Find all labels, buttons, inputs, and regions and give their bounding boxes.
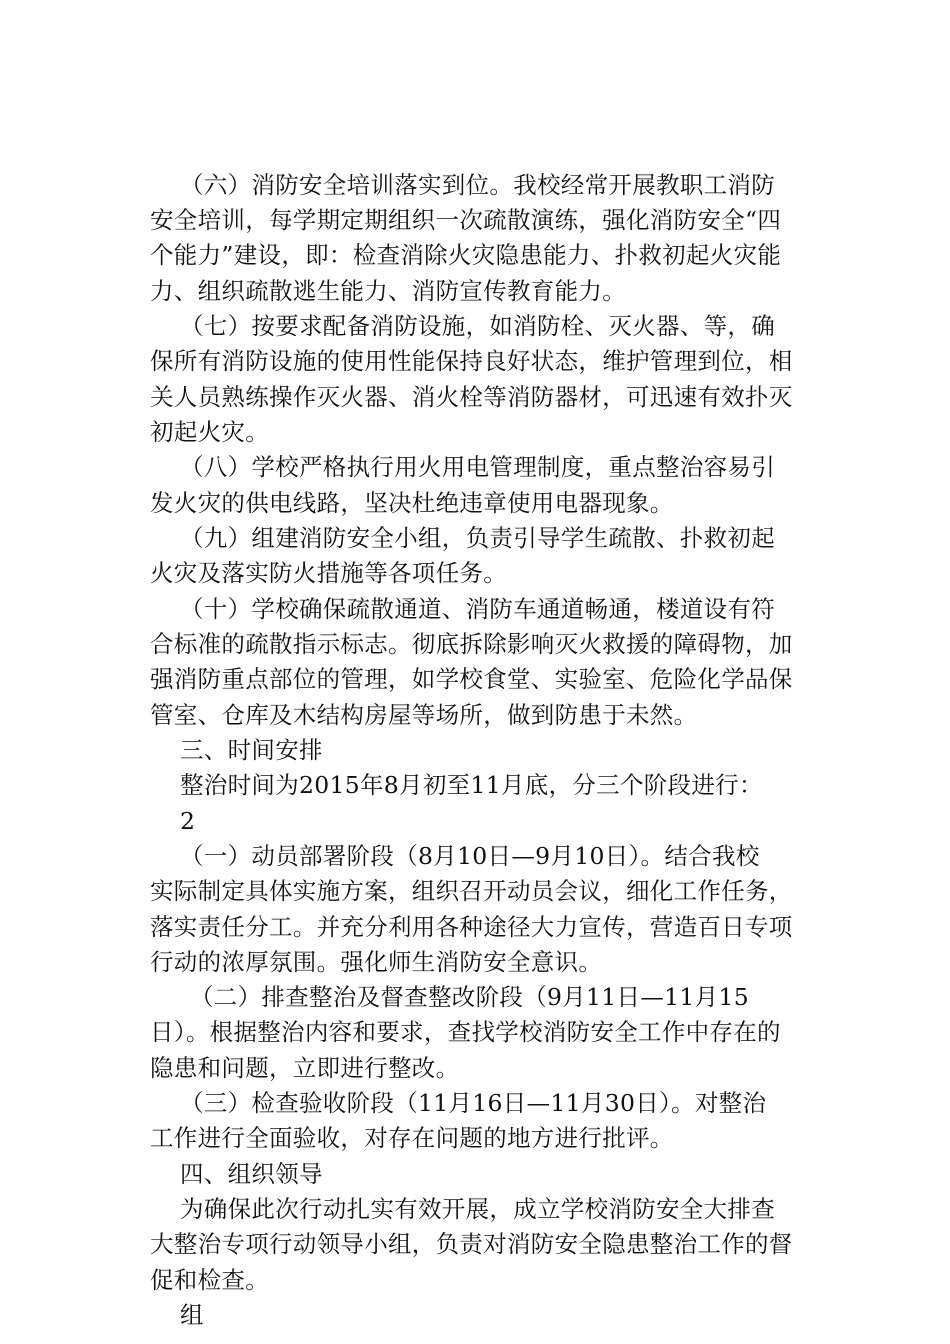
text-line: （十）学校确保疏散通道、消防车通道畅通，楼道设有符 bbox=[180, 595, 775, 623]
text-line: 力、组织疏散逃生能力、消防宣传教育能力。 bbox=[150, 277, 626, 305]
text-line: 管室、仓库及木结构房屋等场所，做到防患于未然。 bbox=[150, 701, 698, 729]
text-line: （三）检查验收阶段（11月16日—11月30日）。对整治 bbox=[180, 1089, 767, 1117]
text-line: 火灾及落实防火措施等各项任务。 bbox=[150, 559, 507, 587]
text-line: （六）消防安全培训落实到位。我校经常开展教职工消防 bbox=[180, 171, 775, 199]
text-line: 保所有消防设施的使用性能保持良好状态，维护管理到位，相 bbox=[150, 347, 793, 375]
text-line: 日）。根据整治内容和要求，查找学校消防安全工作中存在的 bbox=[150, 1018, 781, 1046]
text-line: 实际制定具体实施方案，组织召开动员会议，细化工作任务， bbox=[150, 877, 793, 905]
text-line: 行动的浓厚氛围。强化师生消防安全意识。 bbox=[150, 948, 603, 976]
text-line: 2 bbox=[180, 807, 196, 835]
text-line: （七）按要求配备消防设施，如消防栓、灭火器、等，确 bbox=[180, 312, 775, 340]
text-line: 个能力”建设，即：检查消除火灾隐患能力、扑救初起火灾能 bbox=[150, 241, 782, 269]
text-line: 发火灾的供电线路，坚决杜绝违章使用电器现象。 bbox=[150, 489, 674, 517]
section-heading: 三、时间安排 bbox=[180, 736, 323, 764]
text-line: （二）排查整治及督查整改阶段（9月11日—11月15 bbox=[190, 983, 749, 1011]
text-line: 落实责任分工。并充分利用各种途径大力宣传，营造百日专项 bbox=[150, 913, 793, 941]
text-line: （一）动员部署阶段（8月10日—9月10日）。结合我校 bbox=[180, 842, 760, 870]
text-line: 大整治专项行动领导小组，负责对消防安全隐患整治工作的督 bbox=[150, 1230, 793, 1258]
text-line: 初起火灾。 bbox=[150, 418, 269, 446]
text-line: 关人员熟练操作灭火器、消火栓等消防器材，可迅速有效扑灭 bbox=[150, 383, 793, 411]
text-line: 工作进行全面验收，对存在问题的地方进行批评。 bbox=[150, 1124, 674, 1152]
text-line: 合标准的疏散指示标志。彻底拆除影响灭火救援的障碍物，加 bbox=[150, 630, 793, 658]
text-line: （九）组建消防安全小组，负责引导学生疏散、扑救初起 bbox=[180, 524, 775, 552]
text-line: 促和检查。 bbox=[150, 1266, 269, 1294]
text-line: （八）学校严格执行用火用电管理制度，重点整治容易引 bbox=[180, 453, 775, 481]
text-line: 组 bbox=[180, 1301, 204, 1329]
text-line: 为确保此次行动扎实有效开展，成立学校消防安全大排查 bbox=[180, 1195, 775, 1223]
text-line: 整治时间为2015年8月初至11月底，分三个阶段进行： bbox=[180, 771, 763, 799]
text-line: 隐患和问题，立即进行整改。 bbox=[150, 1054, 460, 1082]
section-heading: 四、组织领导 bbox=[180, 1160, 323, 1188]
text-line: 强消防重点部位的管理，如学校食堂、实验室、危险化学品保 bbox=[150, 665, 793, 693]
text-line: 安全培训，每学期定期组织一次疏散演练，强化消防安全“四 bbox=[150, 206, 782, 234]
